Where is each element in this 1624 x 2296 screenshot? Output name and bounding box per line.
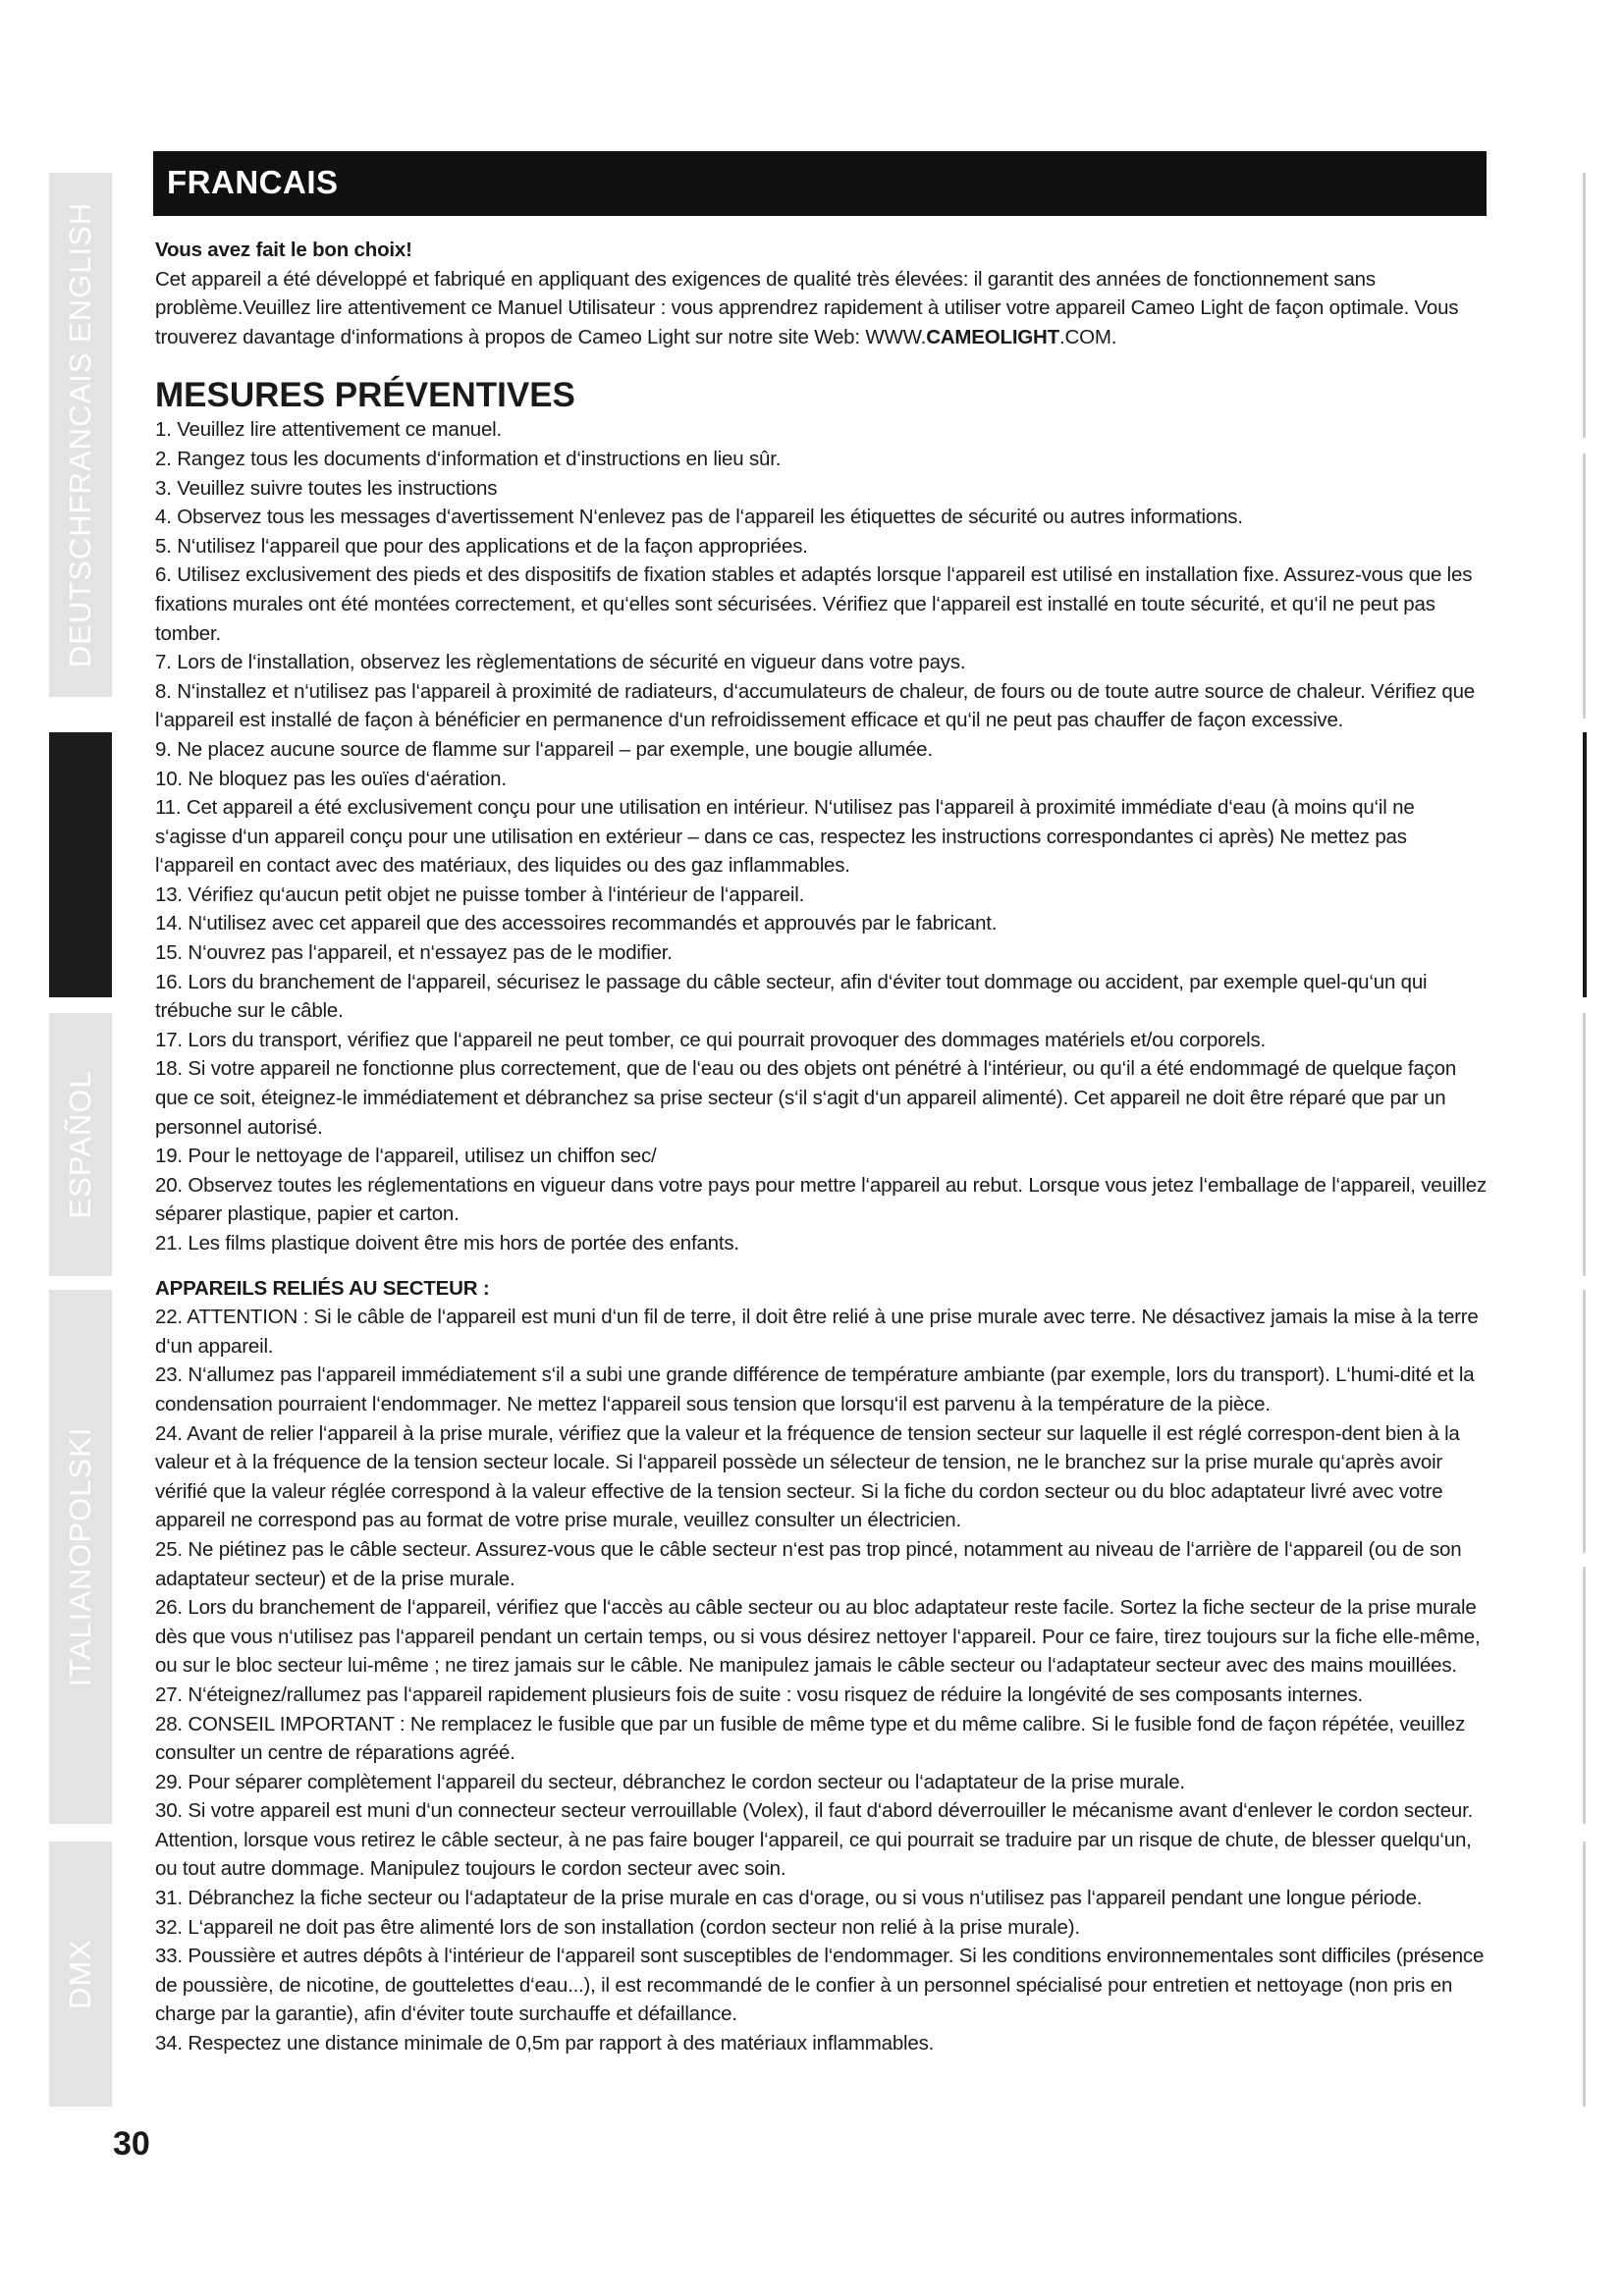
list-item: 2. Rangez tous les documents d‘information et d‘instructions en lieu sûr. (155, 447, 782, 470)
intro-title: Vous avez fait le bon choix! (155, 239, 412, 261)
list-item: 4. Observez tous les messages d‘avertissement N‘enlevez pas de l‘appareil les étiquettes de sécurité ou autres informations. (155, 506, 1243, 529)
list-item: 6. Utilisez exclusivement des pieds et des dispositifs de fixation stables et adaptés lorsque l‘appareil est utilisé en installation fixe. Assurez-vous que les fixations murales ont été montées correctement, et qu‘elles sont sécurisées. Vérifiez que l‘appareil est installé en toute sécurité, et qu‘il ne peut pas tomber. (155, 563, 1473, 645)
tab-label-english: ENGLISH (63, 201, 97, 343)
list-item: 24. Avant de relier l‘appareil à la prise murale, vérifiez que la valeur et la fréquence de tension secteur sur laquelle il est réglé correspon-dent bien à la valeur et à la fréquence de la tension secteur locale. Si l‘appareil possède un sélecteur de tension, ne le branchez sur la prise murale qu‘après avoir vérifié que la valeur réglée correspond à la valeur effective de la tension secteur. Si la fiche du cordon secteur ou du bloc adaptateur livré avec votre appareil ne correspond pas au format de votre prise murale, veuillez consulter un électricien. (155, 1421, 1460, 1532)
list-item: 23. N‘allumez pas l‘appareil immédiatement s‘il a subi une grande différence de température ambiante (par exemple, lors du transport). L‘humi-dité et la condensation pourraient l‘endommager. Ne mettez l‘appareil sous tension que lorsqu‘il est parvenu à la température de la pièce. (155, 1363, 1475, 1415)
list-item: 27. N‘éteignez/rallumez pas l‘appareil rapidement plusieurs fois de suite : vosu risquez de réduire la longévité de ses composants internes. (155, 1682, 1364, 1706)
list-item: 14. N‘utilisez avec cet appareil que des accessoires recommandés et approuvés par le fabricant. (155, 912, 998, 935)
right-rule (1583, 454, 1586, 719)
list-item: 1. Veuillez lire attentivement ce manuel. (155, 418, 503, 442)
side-tab-italiano-polski[interactable] (49, 1290, 112, 1824)
list-item: 3. Veuillez suivre toutes les instructions (155, 476, 498, 500)
list-item: 9. Ne placez aucune source de flamme sur l‘appareil – par exemple, une bougie allumée. (155, 737, 933, 761)
precautions-list (155, 415, 1489, 1257)
banner-title: FRANCAIS (167, 164, 339, 200)
list-item: 25. Ne piétinez pas le câble secteur. Assurez-vous que le câble secteur n‘est pas trop pincé, notamment au niveau de l‘arrière de l‘appareil (ou de son adaptateur secteur) et de la prise murale. (155, 1537, 1462, 1590)
side-tab-group-1[interactable] (49, 173, 112, 697)
side-tab-dmx[interactable] (49, 1842, 112, 2107)
list-item: 30. Si votre appareil est muni d‘un connecteur secteur verrouillable (Volex), il faut d‘abord déverrouiller le mécanisme avant d‘enlever le cordon secteur. Attention, lorsque vous retirez le câble secteur, à ne pas faire bouger l‘appareil, ce qui pourrait se traduire par un risque de chute, de blesser quelqu‘un, ou tout autre dommage. Manipulez toujours le cordon secteur avec soin. (155, 1799, 1474, 1881)
list-item: 22. ATTENTION : Si le câble de l‘appareil est muni d‘un fil de terre, il doit être relié à une prise murale avec terre. Ne désactivez jamais la mise à la terre d‘un appareil. (155, 1306, 1479, 1358)
subsection-title: APPAREILS RELIÉS AU SECTEUR : (155, 1276, 490, 1300)
page-number: 30 (113, 2125, 150, 2163)
list-item: 7. Lors de l‘installation, observez les règlementations de sécurité en vigueur dans votre pays. (155, 651, 966, 674)
list-item: 11. Cet appareil a été exclusivement conçu pour une utilisation en intérieur. N‘utilisez pas l‘appareil à proximité immédiate d‘eau (à moins qu‘il ne s‘agisse d‘un appareil conçu pour une utilisation en extérieur – dans ce cas, respectez les instructions correspondantes ci après) Ne mettez pas l‘appareil en contact avec des matériaux, des liquides ou des gaz inflammables. (155, 796, 1415, 878)
intro-text: Cet appareil a été développé et fabriqué en appliquant des exigences de qualité très élevées: il garantit des années de fonctionnement sans problème.Veuillez lire attentivement ce Manuel Utilisateur : vous apprendrez rapidement à utiliser votre appareil Cameo Light de façon optimale. Vous trouverez davantage d‘informations à propos de Cameo Light sur notre site Web: WWW.CAMEOLIGHT.COM. (155, 267, 1459, 348)
list-item: 34. Respectez une distance minimale de 0,5m par rapport à des matériaux inflammables. (155, 2032, 935, 2056)
list-item: 15. N‘ouvrez pas l‘appareil, et n‘essayez pas de le modifier. (155, 941, 673, 965)
list-item: 10. Ne bloquez pas les ouïes d‘aération. (155, 767, 507, 790)
list-item: 5. N‘utilisez l‘appareil que pour des applications et de la façon appropriées. (155, 534, 808, 558)
right-rule (1583, 1013, 1586, 1276)
right-rule (1583, 1842, 1586, 2107)
list-item: 17. Lors du transport, vérifiez que l‘appareil ne peut tomber, ce qui pourrait provoquer des dommages matériels et/ou corporels. (155, 1028, 1266, 1051)
mains-precautions-list (155, 1303, 1489, 2057)
right-rule (1583, 1290, 1586, 1553)
list-item: 29. Pour séparer complètement l‘appareil du secteur, débranchez le cordon secteur ou l‘adaptateur de la prise murale. (155, 1770, 1185, 1793)
list-item: 19. Pour le nettoyage de l‘appareil, utilisez un chiffon sec/ (155, 1145, 657, 1168)
main-content (155, 236, 1489, 2058)
tab-label-espanol: ESPAÑOL (63, 1070, 97, 1219)
list-item: 28. CONSEIL IMPORTANT : Ne remplacez le fusible que par un fusible de même type et du même calibre. Si le fusible fond de façon répétée, veuillez consulter un centre de réparations agréé. (155, 1712, 1466, 1765)
list-item: 13. Vérifiez qu‘aucun petit objet ne puisse tomber à l‘intérieur de l‘appareil. (155, 882, 805, 906)
tab-label-italiano: ITALIANO (63, 1542, 97, 1687)
list-item: 8. N‘installez et n‘utilisez pas l‘appareil à proximité de radiateurs, d‘accumulateurs de chaleur, de fours ou de toute autre source de chaleur. Vérifiez que l‘appareil est installé de façon à bénéficier en permanence d‘un refroidissement efficace et qu‘il ne peut pas chauffer de façon excessive. (155, 679, 1476, 732)
list-item: 18. Si votre appareil ne fonctionne plus correctement, que de l‘eau ou des objets ont pénétré à l‘intérieur, ou qu‘il a été endommagé de quelque façon que ce soit, éteignez-le immédiatement et débranchez sa prise secteur (s‘il s‘agit d‘un appareil alimenté). Cet appareil ne doit être réparé que par un personnel autorisé. (155, 1057, 1457, 1139)
right-rule (1583, 1567, 1586, 1824)
section-banner (153, 151, 1487, 216)
list-item: 20. Observez toutes les réglementations en vigueur dans votre pays pour mettre l‘appareil au rebut. Lorsque vous jetez l‘emballage de l‘appareil, veuillez séparer plastique, papier et carton. (155, 1173, 1488, 1226)
side-tab-active[interactable] (49, 732, 112, 997)
list-item: 33. Poussière et autres dépôts à l‘intérieur de l‘appareil sont susceptibles de l‘endommager. Si les conditions environnementales sont difficiles (présence de poussière, de nicotine, de gouttelettes d‘eau...), il est recommandé de le confier à un personnel spécialisé pour entretien et nettoyage (non pris en charge par la garantie), afin d‘éviter toute surchauffe et défaillance. (155, 1945, 1485, 2026)
tab-label-polski: POLSKI (63, 1426, 97, 1543)
tab-label-deutsch: DEUTSCH (63, 513, 97, 668)
list-item: 16. Lors du branchement de l‘appareil, sécurisez le passage du câble secteur, afin d‘éviter tout dommage ou accident, par exemple quel-qu‘un qui trébuche sur le câble. (155, 970, 1428, 1023)
section-title: MESURES PRÉVENTIVES (155, 376, 575, 415)
right-rule (1583, 173, 1586, 438)
tab-label-dmx: DMX (63, 1939, 97, 2009)
list-item: 32. L‘appareil ne doit pas être alimenté lors de son installation (cordon secteur non relié à la prise murale). (155, 1915, 1080, 1939)
list-item: 31. Débranchez la fiche secteur ou l‘adaptateur de la prise murale en cas d‘orage, ou si vous n‘utilisez pas l‘appareil pendant une longue période. (155, 1887, 1423, 1910)
right-rule-active (1583, 732, 1587, 997)
tab-label-francais: FRANCAIS (63, 351, 97, 514)
brand-name: CAMEOLIGHT (926, 325, 1059, 348)
side-tab-label (63, 202, 98, 667)
side-tab-espanol[interactable] (49, 1013, 112, 1276)
list-item: 26. Lors du branchement de l‘appareil, vérifiez que l‘accès au câble secteur ou au bloc adaptateur reste facile. Sortez la fiche secteur de la prise murale dès que vous n‘utilisez pas l‘appareil pendant un certain temps, ou si vous désirez nettoyer l‘appareil. Pour ce faire, tirez toujours sur la fiche elle-même, ou sur le bloc secteur lui-même ; ne tirez jamais sur le câble. Ne manipulez jamais le câble secteur ou l‘adaptateur secteur avec des mains mouillées. (155, 1596, 1481, 1678)
list-item: 21. Les films plastique doivent être mis hors de portée des enfants. (155, 1232, 739, 1255)
side-tab-label (63, 1427, 98, 1687)
